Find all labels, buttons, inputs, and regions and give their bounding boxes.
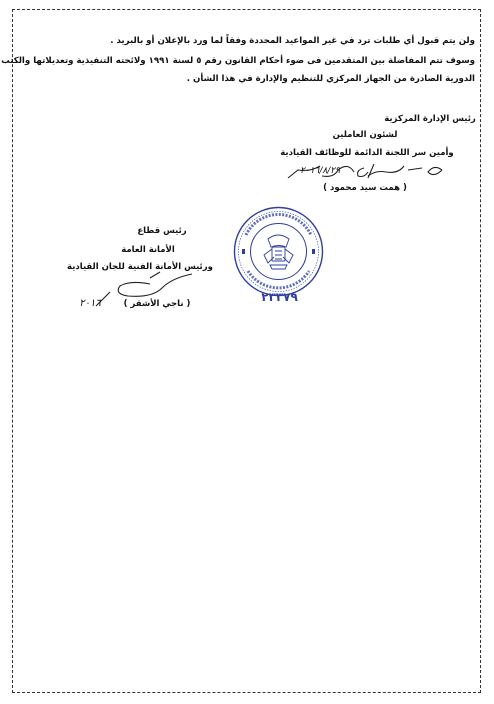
right-title-2: لشئون العاملين <box>332 130 398 140</box>
stamp-number: ٢٣٣٧٩ <box>261 290 298 304</box>
left-title-3: ورئيس الأمانة الفنية للجان القيادية <box>67 262 213 272</box>
body-line-1: ولن يتم قبول أي طلبات ترد في غير المواعيد المحددة وفقاً لما ورد بالإعلان أو بالبريد . <box>110 36 475 46</box>
page-border <box>1 9 481 693</box>
left-name: ( ناجي الأشقر ) <box>123 299 191 309</box>
right-title-3: وأمين سر اللجنة الدائمة للوظائف القيادية <box>280 148 454 158</box>
right-name: ( همت سيد محمود ) <box>323 183 407 193</box>
left-handwritten-date: ٢٠١٦ <box>79 298 101 309</box>
right-handwritten-date: ٢٠١٦/٨/٢٩ <box>300 166 340 176</box>
body-line-3: الدورية الصادرة من الجهاز المركزي للتنظيم والإدارة في هذا الشأن . <box>186 74 475 84</box>
official-seal-stamp <box>232 205 325 298</box>
left-title-2: الأمانة العامة <box>121 245 175 255</box>
body-line-2: وسوف تتم المفاضلة بين المتقدمين فى ضوء أحكام القانون رقم ٥ لسنة ١٩٩١ ولائحته التنفيذية وتعديلاتها والكتب <box>1 56 475 66</box>
right-title-1: رئيس الإدارة المركزية <box>384 114 476 124</box>
left-title-1: رئيس قطاع <box>137 226 187 236</box>
